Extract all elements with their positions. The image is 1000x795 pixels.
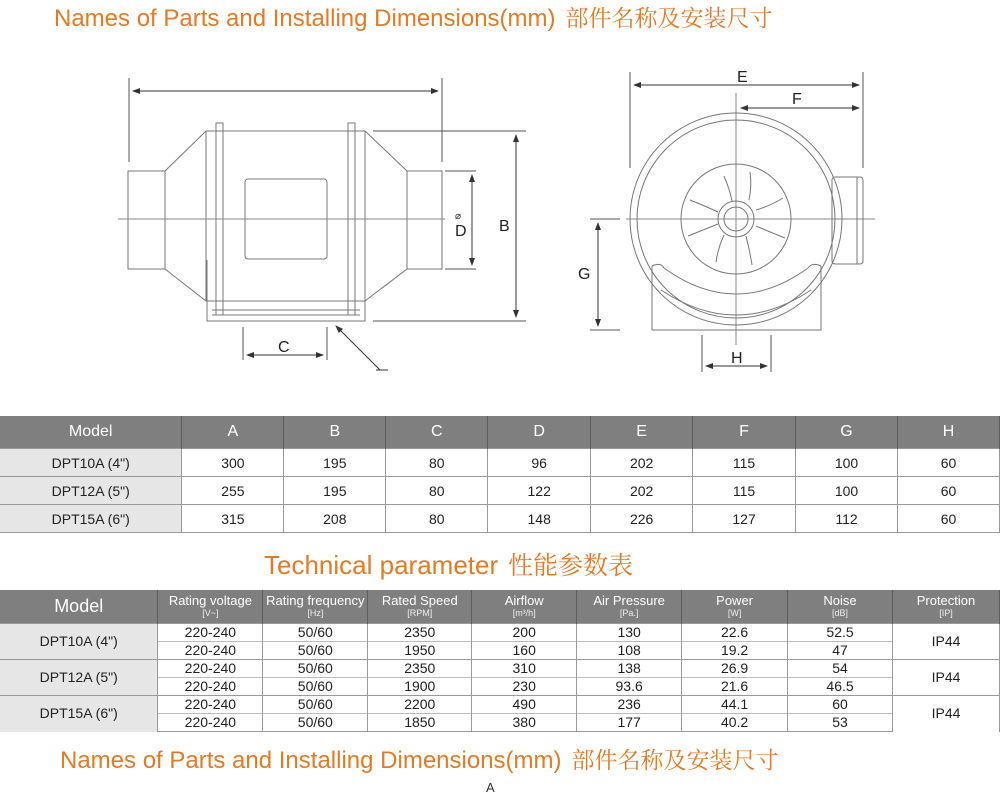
title-chinese: 部件名称及安装尺寸 [565, 6, 773, 32]
tech-title-chinese: 性能参数表 [508, 551, 634, 580]
table-cell: 122 [488, 477, 591, 505]
technical-parameter-title [264, 546, 633, 582]
table-row [0, 505, 1000, 533]
table-cell: 202 [591, 449, 693, 477]
table-cell: 200 [472, 624, 577, 642]
table-cell: 220-240 [158, 660, 263, 678]
table-row [0, 449, 1000, 477]
model-cell: DPT15A (6") [0, 696, 158, 732]
table-cell: 310 [472, 660, 577, 678]
tech-title-english: Technical parameter [264, 550, 499, 580]
table-cell: 22.6 [682, 624, 788, 642]
header-voltage: Rating voltage [V~] [158, 590, 263, 624]
table-cell: 220-240 [158, 678, 263, 696]
label-h: H [731, 350, 743, 367]
header-a: A [182, 416, 284, 449]
model-cell: DPT10A (4") [0, 449, 182, 477]
dimensions-header-row [0, 416, 1000, 449]
table-cell: 60 [788, 696, 893, 714]
table-cell: 53 [788, 714, 893, 732]
table-cell: 80 [386, 449, 488, 477]
header-c: C [386, 416, 488, 449]
table-cell: 220-240 [158, 714, 263, 732]
table-cell: 80 [386, 505, 488, 533]
table-cell: 1950 [368, 642, 472, 660]
table-cell: 148 [488, 505, 591, 533]
table-cell: 220-240 [158, 624, 263, 642]
model-cell: DPT15A (6") [0, 505, 182, 533]
technical-parameter-table [0, 590, 1000, 732]
header-h: H [897, 416, 999, 449]
label-f: F [792, 91, 802, 108]
title-english: Names of Parts and Installing Dimensions(mm) [54, 5, 556, 32]
header-airflow: Airflow [m³/h] [472, 590, 577, 624]
header-protection: Protection [IP] [893, 590, 1000, 624]
header-frequency: Rating frequency [Hz] [263, 590, 368, 624]
table-cell: 2350 [368, 660, 472, 678]
table-cell: 108 [577, 642, 682, 660]
header-air-pressure: Air Pressure [Pa.] [577, 590, 682, 624]
table-cell: 195 [284, 477, 386, 505]
header-b: B [284, 416, 386, 449]
model-cell: DPT10A (4") [0, 624, 158, 660]
protection-cell: IP44 [893, 660, 1000, 696]
front-view-drawing [590, 72, 875, 372]
model-cell: DPT12A (5") [0, 660, 158, 696]
header-f: F [693, 416, 796, 449]
table-cell: 60 [897, 477, 999, 505]
table-cell: 60 [897, 449, 999, 477]
protection-cell: IP44 [893, 696, 1000, 732]
table-cell: 255 [182, 477, 284, 505]
table-cell: 21.6 [682, 678, 788, 696]
protection-cell: IP44 [893, 624, 1000, 660]
label-c: C [278, 339, 290, 356]
table-cell: 380 [472, 714, 577, 732]
table-cell: 112 [796, 505, 898, 533]
table-cell: 177 [577, 714, 682, 732]
header-noise: Noise [dB] [788, 590, 893, 624]
table-row [0, 477, 1000, 505]
table-cell: 50/60 [263, 624, 368, 642]
table-row [0, 624, 1000, 642]
table-cell: 40.2 [682, 714, 788, 732]
label-d: D [455, 223, 467, 240]
label-b: B [499, 218, 510, 235]
table-cell: 100 [796, 449, 898, 477]
table-cell: 54 [788, 660, 893, 678]
table-cell: 115 [693, 449, 796, 477]
header-speed: Rated Speed [RPM] [368, 590, 472, 624]
table-cell: 26.9 [682, 660, 788, 678]
table-cell: 138 [577, 660, 682, 678]
header-e: E [591, 416, 693, 449]
header-power: Power [W] [682, 590, 788, 624]
table-cell: 60 [897, 505, 999, 533]
table-cell: 127 [693, 505, 796, 533]
page-title-top [54, 0, 773, 33]
table-cell: 100 [796, 477, 898, 505]
table-cell: 50/60 [263, 678, 368, 696]
table-cell: 50/60 [263, 660, 368, 678]
table-cell: 46.5 [788, 678, 893, 696]
table-cell: 130 [577, 624, 682, 642]
title-chinese: 部件名称及安装尺寸 [571, 748, 779, 774]
label-g: G [578, 266, 591, 283]
table-cell: 80 [386, 477, 488, 505]
table-cell: 300 [182, 449, 284, 477]
table-cell: 226 [591, 505, 693, 533]
table-cell: 160 [472, 642, 577, 660]
dimension-label-a: A [486, 780, 495, 795]
table-cell: 220-240 [158, 696, 263, 714]
tech-header-row [0, 590, 1000, 624]
table-cell: 236 [577, 696, 682, 714]
table-cell: 44.1 [682, 696, 788, 714]
table-cell: 315 [182, 505, 284, 533]
table-cell: 50/60 [263, 642, 368, 660]
table-cell: 52.5 [788, 624, 893, 642]
table-cell: 2350 [368, 624, 472, 642]
table-cell: 50/60 [263, 714, 368, 732]
header-model: Model [0, 590, 158, 624]
table-cell: 1850 [368, 714, 472, 732]
diameter-symbol: ⌀ [455, 211, 462, 222]
dimensions-table [0, 416, 1000, 533]
installation-diagram [0, 40, 1000, 380]
table-cell: 195 [284, 449, 386, 477]
label-e: E [737, 69, 748, 86]
table-row [0, 660, 1000, 678]
table-cell: 19.2 [682, 642, 788, 660]
table-cell: 93.6 [577, 678, 682, 696]
page-title-bottom [60, 742, 779, 775]
table-row [0, 696, 1000, 714]
table-cell: 208 [284, 505, 386, 533]
table-cell: 50/60 [263, 696, 368, 714]
header-g: G [796, 416, 898, 449]
table-cell: 96 [488, 449, 591, 477]
header-model: Model [0, 416, 182, 449]
table-cell: 1900 [368, 678, 472, 696]
table-cell: 115 [693, 477, 796, 505]
table-cell: 490 [472, 696, 577, 714]
table-cell: 202 [591, 477, 693, 505]
table-cell: 47 [788, 642, 893, 660]
table-cell: 2200 [368, 696, 472, 714]
header-d: D [488, 416, 591, 449]
model-cell: DPT12A (5") [0, 477, 182, 505]
table-cell: 220-240 [158, 642, 263, 660]
table-cell: 230 [472, 678, 577, 696]
title-english: Names of Parts and Installing Dimensions(mm) [60, 747, 562, 774]
